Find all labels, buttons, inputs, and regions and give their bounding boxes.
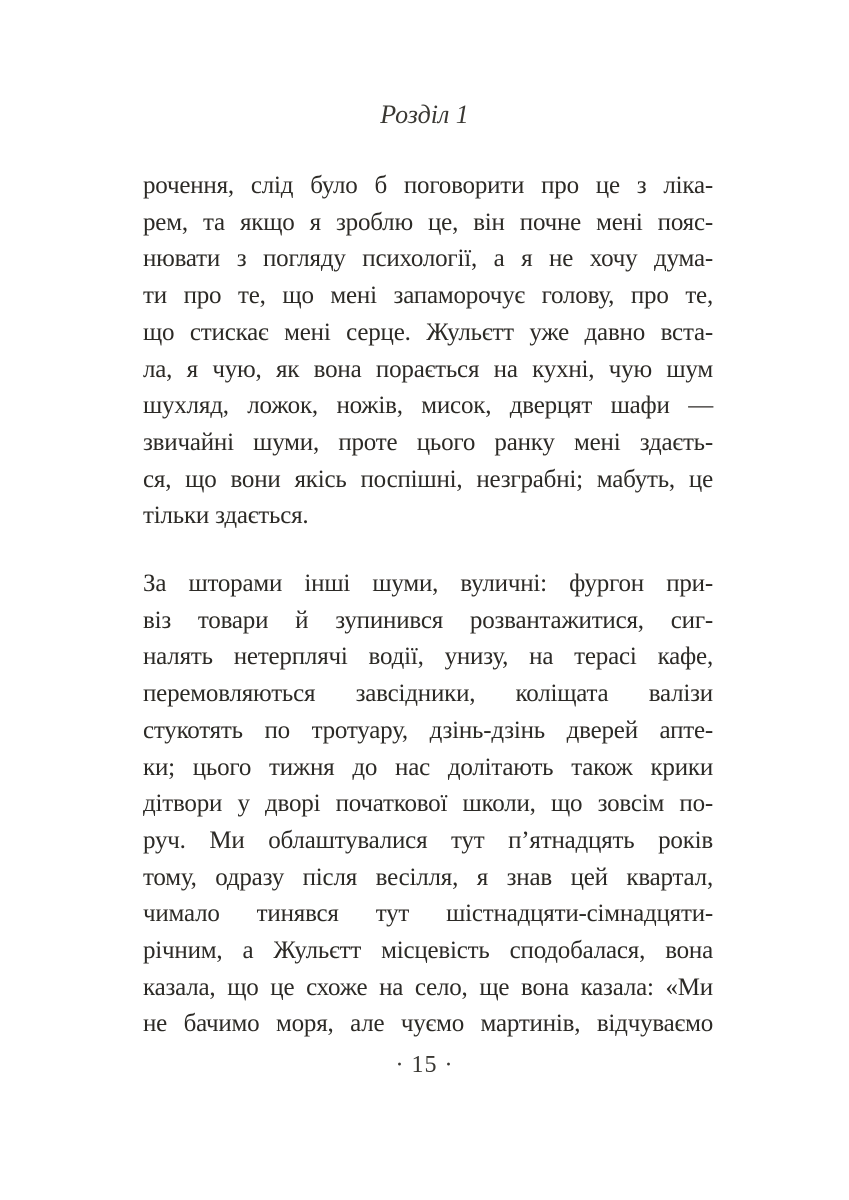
text-line: ся, що вони якісь поспішні, незграбні; мабуть, це — [143, 465, 713, 493]
text-line: За шторами інші шуми, вуличні: фургон при- — [143, 570, 713, 598]
text-line: налять нетерплячі водії, унизу, на терасі кафе, — [143, 643, 713, 671]
text-line: руч. Ми облаштувалися тут п’ятнадцять років — [143, 826, 713, 854]
text-line: рочення, слід було б поговорити про це з ліка- — [143, 172, 713, 199]
text-line: дітвори у дворі початкової школи, що зовсім по- — [143, 790, 713, 818]
text-line: віз товари й зупинився розвантажитися, сиг- — [143, 606, 713, 634]
text-line: тому, одразу після весілля, я знав цей квартал, — [143, 863, 713, 891]
text-line: ла, я чую, як вона порається на кухні, чую шум — [143, 355, 713, 383]
text-line: чимало тинявся тут шістнадцяти-сімнадцяти- — [143, 900, 713, 928]
text-line: ки; цього тижня до нас долітають також крики — [143, 753, 713, 781]
text-line: звичайні шуми, проте цього ранку мені здаєть- — [143, 428, 713, 456]
paragraph — [143, 168, 713, 535]
text-line: казала, що це схоже на село, ще вона казала: «Ми — [143, 973, 713, 1001]
chapter-heading: Розділ 1 — [380, 100, 469, 129]
text-line: рем, та якщо я зроблю це, він почне мені пояс- — [143, 208, 713, 236]
text-line: нювати з погляду психології, а я не хочу дума- — [143, 245, 713, 273]
text-line: стукотять по тротуару, дзінь-дзінь дверей апте- — [143, 716, 713, 744]
text-line: тільки здається. — [143, 502, 309, 530]
paragraph — [143, 566, 713, 1043]
text-line: перемовляються завсідники, коліщата валізи — [143, 680, 713, 708]
text-line: не бачимо моря, але чуємо мартинів, відчуваємо — [143, 1010, 713, 1038]
text-line: ти про те, що мені запаморочує голову, про те, — [143, 282, 713, 310]
text-line: річним, а Жульєтт місцевість сподобалася, вона — [143, 937, 713, 965]
page-number: · 15 · — [395, 1052, 454, 1078]
text-line: що стискає мені серце. Жульєтт уже давно вста- — [143, 318, 713, 346]
page-body — [143, 168, 713, 1043]
text-line: шухляд, ложок, ножів, мисок, дверцят шафи — — [143, 392, 713, 420]
